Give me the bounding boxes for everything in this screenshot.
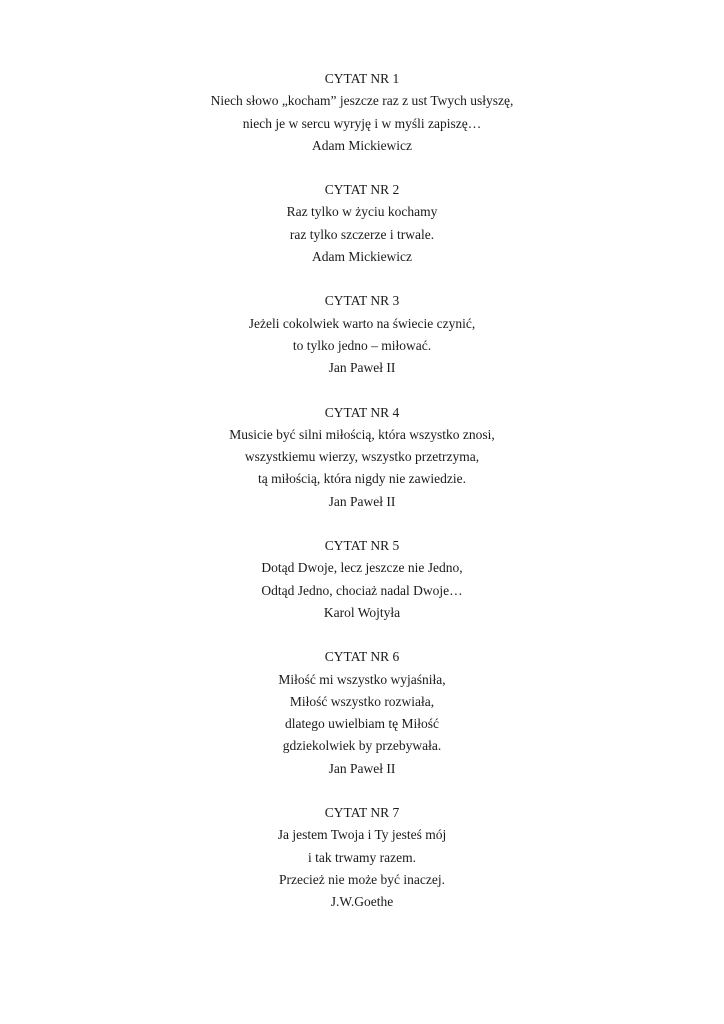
quote-author: Karol Wojtyła: [323, 604, 401, 620]
quote-heading: CYTAT NR 1: [324, 71, 400, 86]
quote-heading: CYTAT NR 3: [324, 293, 400, 309]
quote-block-5: [0, 535, 724, 624]
quote-heading: CYTAT NR 6: [324, 649, 400, 665]
quote-author: Jan Paweł II: [328, 760, 396, 776]
quote-heading: CYTAT NR 4: [324, 404, 400, 420]
quote-block-4: [0, 402, 724, 513]
quote-block-2: [0, 179, 724, 268]
quote-line: tą miłością, która nigdy nie zawiedzie.: [257, 471, 467, 487]
quote-line: Miłość wszystko rozwiała,: [289, 693, 435, 709]
quote-author: Adam Mickiewicz: [311, 249, 413, 265]
quote-author: Jan Paweł II: [328, 493, 396, 509]
quote-line: raz tylko szczerze i trwale.: [289, 226, 435, 242]
quote-line: Raz tylko w życiu kochamy: [286, 204, 438, 220]
quote-block-6: [0, 646, 724, 780]
quote-line: Jeżeli cokolwiek warto na świecie czynić,: [248, 315, 476, 331]
quote-block-3: [0, 290, 724, 379]
quote-heading: CYTAT NR 7: [324, 805, 400, 821]
quote-block-7: [0, 802, 724, 913]
quote-line: i tak trwamy razem.: [308, 849, 416, 865]
quote-author: J.W.Goethe: [330, 894, 394, 910]
quote-line: Dotąd Dwoje, lecz jeszcze nie Jedno,: [261, 560, 463, 576]
quote-line: Ja jestem Twoja i Ty jesteś mój: [277, 827, 447, 843]
quote-block-1: [0, 68, 724, 157]
quote-line: to tylko jedno – miłować.: [292, 337, 432, 353]
quote-line: Miłość mi wszystko wyjaśniła,: [278, 671, 446, 687]
document-page: [0, 68, 724, 936]
quote-line: niech je w sercu wyryję i w myśli zapiszę…: [242, 115, 482, 131]
quote-line: dlatego uwielbiam tę Miłość: [284, 716, 440, 732]
quote-author: Jan Paweł II: [328, 360, 396, 376]
quote-heading: CYTAT NR 5: [324, 538, 400, 554]
quote-line: Musicie być silni miłością, która wszystko znosi,: [229, 426, 495, 442]
quote-line: wszystkiemu wierzy, wszystko przetrzyma,: [244, 449, 480, 465]
quote-line: gdziekolwiek by przebywała.: [282, 738, 442, 754]
quote-line: Odtąd Jedno, chociaż nadal Dwoje…: [261, 582, 463, 598]
quote-author: Adam Mickiewicz: [311, 137, 413, 153]
quote-heading: CYTAT NR 2: [324, 182, 400, 198]
quote-line: Przecież nie może być inaczej.: [278, 871, 446, 887]
quote-line: Niech słowo „kocham” jeszcze raz z ust Twych usłyszę,: [210, 93, 514, 109]
